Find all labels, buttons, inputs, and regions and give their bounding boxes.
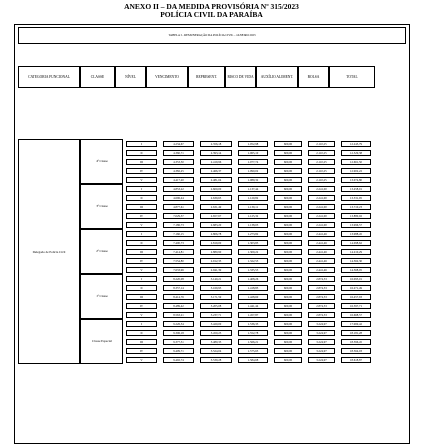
nivel-cell: V [126,267,157,273]
nivel-cell: II [126,195,157,201]
value-cell: 9.306,18 [163,330,194,336]
value-cell: 13.458,91 [341,186,371,192]
value-cell: 2.874,53 [308,285,335,291]
value-cell: 2.110,25 [308,141,335,147]
classe-label: Classe Especial [92,338,112,343]
value-cell: 2.441,46 [308,249,335,255]
nivel-cell: III [126,159,157,165]
value-cell: 600,00 [274,285,302,291]
value-cell: 600,00 [274,177,302,183]
value-cell: 2.110,25 [308,150,335,156]
nivel-cell: V [126,312,157,318]
value-cell: 2.241,00 [308,186,335,192]
value-cell: 600,00 [274,186,302,192]
value-cell: 8.489,42 [163,303,194,309]
column-header: CLASSE [80,66,115,88]
value-cell: 1.303,85 [238,240,268,246]
categoria-label: Delegado de Polícia Civil [32,249,66,254]
nivel-cell: II [126,330,157,336]
value-cell: 600,00 [274,204,302,210]
nivel-cell: IV [126,258,157,264]
value-cell: 16.457,93 [341,294,371,300]
value-cell: 1.089,32 [238,177,268,183]
value-cell: 16.597,71 [341,303,371,309]
value-cell: 14.098,62 [341,240,371,246]
value-cell: 600,00 [274,330,302,336]
value-cell: 1.584,68 [238,357,268,363]
value-cell: 600,00 [274,294,302,300]
value-cell: 9.409,71 [163,348,194,354]
value-cell: 600,00 [274,159,302,165]
nivel-cell: I [126,231,157,237]
column-header: NÍVEL [115,66,146,88]
document-title: ANEXO II – DA MEDIDA PROVISÓRIA Nº 315/2023 [124,2,299,11]
value-cell: 4.877,61 [163,204,194,210]
column-header: CATEGORIA FUNCIONAL [18,66,80,88]
nivel-cell: III [126,249,157,255]
value-cell: 2.874,53 [308,294,335,300]
value-cell: 3.140,21 [200,276,232,282]
value-cell: 2.874,53 [308,303,335,309]
value-cell: 13.074,80 [341,177,371,183]
value-cell: 4.360,71 [163,150,194,156]
value-cell: 3.539,28 [200,357,232,363]
value-cell: 9.492,74 [163,357,194,363]
value-cell: 3.224,97 [308,339,335,345]
column-header: BOLSA [298,66,329,88]
value-cell: 1.077,74 [238,159,268,165]
value-cell: 2.819,00 [200,240,232,246]
value-cell: 17.969,42 [341,321,371,327]
value-cell: 600,00 [274,168,302,174]
value-cell: 600,00 [274,240,302,246]
value-cell: 7.029,37 [163,213,194,219]
value-cell: 14.562,30 [341,258,371,264]
value-cell: 1.125,32 [238,213,268,219]
value-cell: 18.181,28 [341,330,371,336]
value-cell: 9.377,31 [163,339,194,345]
value-cell: 600,00 [274,348,302,354]
value-cell: 2.874,53 [308,312,335,318]
value-cell: 8.414,76 [163,294,194,300]
value-cell: 2.241,00 [308,222,335,228]
value-cell: 4.417,20 [163,177,194,183]
value-cell: 2.806,78 [200,231,232,237]
column-header: VENCIMENTO [146,66,188,88]
value-cell: 8.220,08 [163,276,194,282]
table-caption: TABELA I - REMUNERAÇÃO DA POLÍCIA CIVIL – JANEIRO 2023 [18,27,406,44]
value-cell: 2.241,00 [308,204,335,210]
value-cell: 600,00 [274,249,302,255]
value-cell: 600,00 [274,312,302,318]
value-cell: 13.710,23 [341,204,371,210]
classe-label: 4ª Classe [96,158,108,163]
value-cell: 600,00 [274,357,302,363]
nivel-cell: I [126,276,157,282]
value-cell: 1.139,11 [238,204,268,210]
classe-label: 1ª Classe [96,293,108,298]
value-cell: 13.531,95 [341,195,371,201]
value-cell: 600,00 [274,150,302,156]
nivel-cell: II [126,240,157,246]
value-cell: 3.224,97 [308,330,335,336]
value-cell: 2.874,53 [308,276,335,282]
value-cell: 3.224,97 [308,348,335,354]
nivel-cell: I [126,321,157,327]
value-cell: 600,00 [274,141,302,147]
value-cell: 2.880,90 [200,249,232,255]
value-cell: 1.120,82 [238,195,268,201]
value-cell: 16.668,57 [341,312,371,318]
value-cell: 8.357,14 [163,285,194,291]
value-cell: 1.536,33 [238,321,268,327]
value-cell: 600,00 [274,222,302,228]
value-cell: 16.271,49 [341,285,371,291]
value-cell: 16.095,01 [341,276,371,282]
value-cell: 1.065,10 [238,150,268,156]
value-cell: 1.090,02 [238,168,268,174]
value-cell: 600,00 [274,303,302,309]
value-cell: 3.169,93 [200,285,232,291]
value-cell: 7.554,80 [163,258,194,264]
column-header: RISCO DE VIDA [225,66,256,88]
value-cell: 4.696,44 [163,195,194,201]
value-cell: 2.657,67 [200,213,232,219]
value-cell: 3.224,97 [308,321,335,327]
value-cell: 2.356,18 [200,141,232,147]
value-cell: 3.224,97 [308,357,335,363]
value-cell: 1.418,83 [238,285,268,291]
value-cell: 2.639,65 [200,195,232,201]
value-cell: 600,00 [274,321,302,327]
value-cell: 7.633,96 [163,267,194,273]
value-cell: 3.524,04 [200,348,232,354]
table-header-row [18,66,406,88]
value-cell: 12.902,22 [341,168,371,174]
value-cell: 600,00 [274,195,302,201]
value-cell: 2.241,00 [308,195,335,201]
value-cell: 4.382,25 [163,168,194,174]
column-header: TOTAL [329,66,375,88]
value-cell: 2.631,49 [200,204,232,210]
value-cell: 4.853,22 [163,186,194,192]
nivel-cell: V [126,357,157,363]
nivel-cell: IV [126,348,157,354]
value-cell: 2.441,46 [308,258,335,264]
value-cell: 1.335,55 [238,267,268,273]
nivel-cell: III [126,204,157,210]
value-cell: 1.273,82 [238,231,268,237]
value-cell: 1.138,03 [238,222,268,228]
value-cell: 3.237,71 [200,312,232,318]
value-cell: 2.600,00 [200,186,232,192]
value-cell: 13.880,02 [341,213,371,219]
value-cell: 9.226,54 [163,321,194,327]
value-cell: 1.052,98 [238,141,268,147]
value-cell: 2.441,46 [308,231,335,237]
value-cell: 2.393,14 [200,150,232,156]
value-cell: 7.414,81 [163,249,194,255]
value-cell: 600,00 [274,231,302,237]
value-cell: 12.529,38 [341,150,371,156]
nivel-cell: II [126,150,157,156]
value-cell: 1.322,53 [238,258,268,264]
value-cell: 7.186,73 [163,222,194,228]
value-cell: 7.400,73 [163,240,194,246]
value-cell: 7.160,15 [163,231,194,237]
value-cell: 1.428,60 [238,294,268,300]
value-cell: 1.137,44 [238,186,268,192]
value-cell: 2.110,25 [308,168,335,174]
value-cell: 3.171,59 [200,294,232,300]
value-cell: 2.110,25 [308,159,335,165]
nivel-cell: V [126,177,157,183]
value-cell: 18.396,45 [341,339,371,345]
value-cell: 1.309,22 [238,249,268,255]
nivel-cell: II [126,285,157,291]
value-cell: 4.234,67 [163,141,194,147]
value-cell: 600,00 [274,339,302,345]
nivel-cell: IV [126,213,157,219]
value-cell: 1.457,87 [238,312,268,318]
value-cell: 600,00 [274,258,302,264]
value-cell: 3.450,23 [200,330,232,336]
value-cell: 1.575,65 [238,348,268,354]
nivel-cell: V [126,222,157,228]
value-cell: 13.988,45 [341,231,371,237]
value-cell: 18.564,03 [341,348,371,354]
value-cell: 3.205,08 [200,303,232,309]
nivel-cell: I [126,186,157,192]
value-cell: 3.420,00 [200,321,232,327]
value-cell: 2.241,00 [308,213,335,219]
document-subtitle: POLÍCIA CIVIL DA PARAÍBA [160,10,263,19]
value-cell: 2.419,96 [200,159,232,165]
value-cell: 2.110,25 [308,177,335,183]
value-cell: 2.912,35 [200,258,232,264]
value-cell: 14.568,05 [341,267,371,273]
value-cell: 12.245,79 [341,141,371,147]
value-cell: 4.353,50 [163,159,194,165]
value-cell: 3.480,33 [200,339,232,345]
value-cell: 2.683,20 [200,222,232,228]
nivel-cell: IV [126,168,157,174]
value-cell: 2.441,46 [308,267,335,273]
value-cell: 600,00 [274,276,302,282]
value-cell: 1.441,44 [238,303,268,309]
value-cell: 600,00 [274,213,302,219]
value-cell: 13.996,57 [341,222,371,228]
classe-label: 3ª Classe [96,203,108,208]
nivel-cell: IV [126,303,157,309]
value-cell: 2.481,04 [200,177,232,183]
value-cell: 8.563,21 [163,312,194,318]
nivel-cell: III [126,294,157,300]
nivel-cell: I [126,141,157,147]
classe-label: 2ª Classe [96,248,108,253]
value-cell: 14.210,29 [341,249,371,255]
value-cell: 1.552,78 [238,330,268,336]
column-header: AUXÍLIO ALIMENT. [256,66,298,88]
value-cell: 600,00 [274,267,302,273]
value-cell: 2.941,39 [200,267,232,273]
value-cell: 2.441,46 [308,240,335,246]
nivel-cell: III [126,339,157,345]
value-cell: 1.408,26 [238,276,268,282]
column-header: REPRESENT. [188,66,225,88]
value-cell: 1.566,21 [238,339,268,345]
value-cell: 18.618,87 [341,357,371,363]
value-cell: 12.661,50 [341,159,371,165]
value-cell: 2.466,37 [200,168,232,174]
